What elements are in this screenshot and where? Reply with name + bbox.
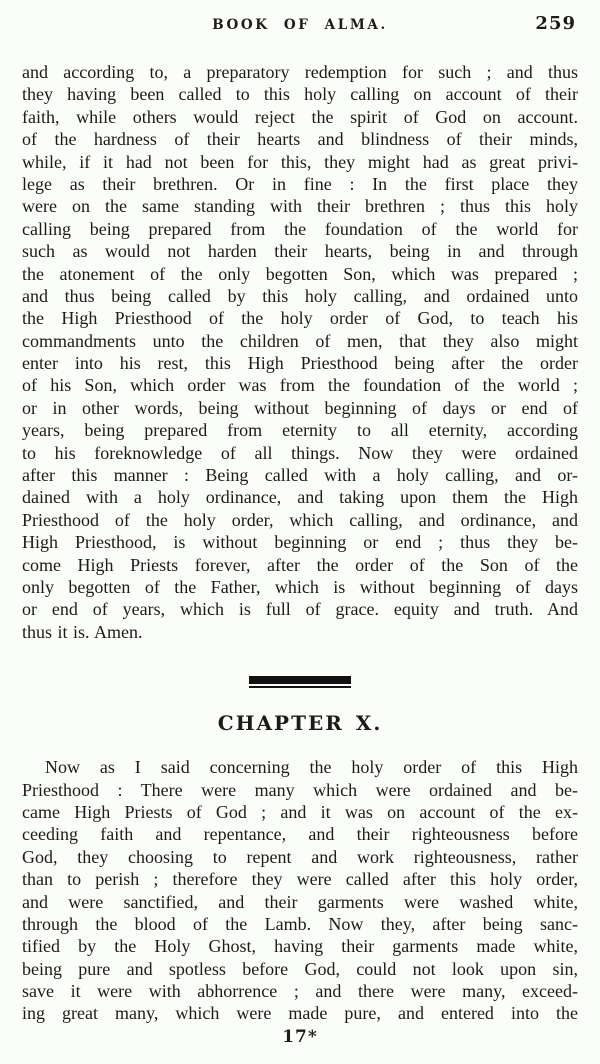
text-line: and thus being called by this holy calling, and ordained unto: [22, 285, 578, 306]
text-line: ing great many, which were made pure, and entered into the: [22, 1003, 578, 1024]
text-line: Priesthood of the holy order, which calling, and ordinance, and: [22, 509, 578, 530]
text-line: through the blood of the Lamb. Now they, after being sanc-: [22, 913, 578, 934]
text-line: such as would not harden their hearts, being in and through: [22, 241, 578, 262]
section-divider-rule: [249, 676, 351, 688]
text-line: the atonement of the only begotten Son, which was prepared ;: [22, 263, 578, 284]
body-paragraph-2: [22, 756, 578, 1025]
text-line: years, being prepared from eternity to all eternity, according: [22, 420, 578, 441]
text-line: to his foreknowledge of all things. Now they were ordained: [22, 442, 578, 463]
page-number: 259: [535, 13, 576, 34]
text-line: tified by the Holy Ghost, having their garments made white,: [22, 936, 578, 957]
text-line: faith, while others would reject the spirit of God on account.: [22, 106, 578, 127]
text-line: of his Son, which order was from the foundation of the world ;: [22, 375, 578, 396]
text-line: they having been called to this holy calling on account of their: [22, 84, 578, 105]
text-line: commandments unto the children of men, that they also might: [22, 330, 578, 351]
text-line: enter into his rest, this High Priesthood being after the order: [22, 353, 578, 374]
divider-thick-bar: [249, 676, 351, 684]
running-head-title: BOOK OF ALMA.: [212, 17, 388, 33]
text-line: or in other words, being without beginning of days or end of: [22, 397, 578, 418]
text-line: thus it is. Amen.: [22, 621, 143, 642]
text-line: God, they choosing to repent and work righteousness, rather: [22, 846, 578, 867]
text-line: after this manner : Being called with a holy calling, and or-: [22, 465, 578, 486]
signature-mark: 17*: [282, 1026, 318, 1047]
text-line: High Priesthood, is without beginning or end ; thus they be-: [22, 532, 578, 553]
text-line: of the hardness of their hearts and blindness of their minds,: [22, 129, 578, 150]
text-line: lege as their brethren. Or in fine : In the first place they: [22, 173, 578, 194]
text-line: save it were with abhorrence ; and there were many, exceed-: [22, 981, 578, 1002]
text-line: the High Priesthood of the holy order of God, to teach his: [22, 308, 578, 329]
text-line: or end of years, which is full of grace. equity and truth. And: [22, 599, 578, 620]
page-header: [22, 0, 578, 42]
text-line: while, if it had not been for this, they might had as great privi-: [22, 151, 578, 172]
body-paragraph-1: [22, 61, 578, 643]
text-line: being pure and spotless before God, could not look upon sin,: [22, 958, 578, 979]
text-line: ceeding faith and repentance, and their righteousness before: [22, 824, 578, 845]
text-line: than to perish ; therefore they were called after this holy order,: [22, 869, 578, 890]
text-line: Priesthood : There were many which were ordained and be-: [22, 779, 578, 800]
text-line: and according to, a preparatory redemption for such ; and thus: [22, 62, 578, 82]
text-line: dained with a holy ordinance, and taking upon them the High: [22, 487, 578, 508]
text-line: were on the same standing with their brethren ; thus this holy: [22, 196, 578, 217]
chapter-heading: CHAPTER X.: [217, 711, 383, 736]
text-line: calling being prepared from the foundation of the world for: [22, 218, 578, 239]
divider-thin-line: [249, 686, 351, 688]
text-line: came High Priests of God ; and it was on account of the ex-: [22, 801, 578, 822]
text-line: Now as I said concerning the holy order of this High: [45, 757, 578, 778]
text-line: and were sanctified, and their garments were washed white,: [22, 891, 578, 912]
text-line: only begotten of the Father, which is without beginning of days: [22, 576, 578, 597]
text-line: come High Priests forever, after the order of the Son of the: [22, 554, 578, 575]
